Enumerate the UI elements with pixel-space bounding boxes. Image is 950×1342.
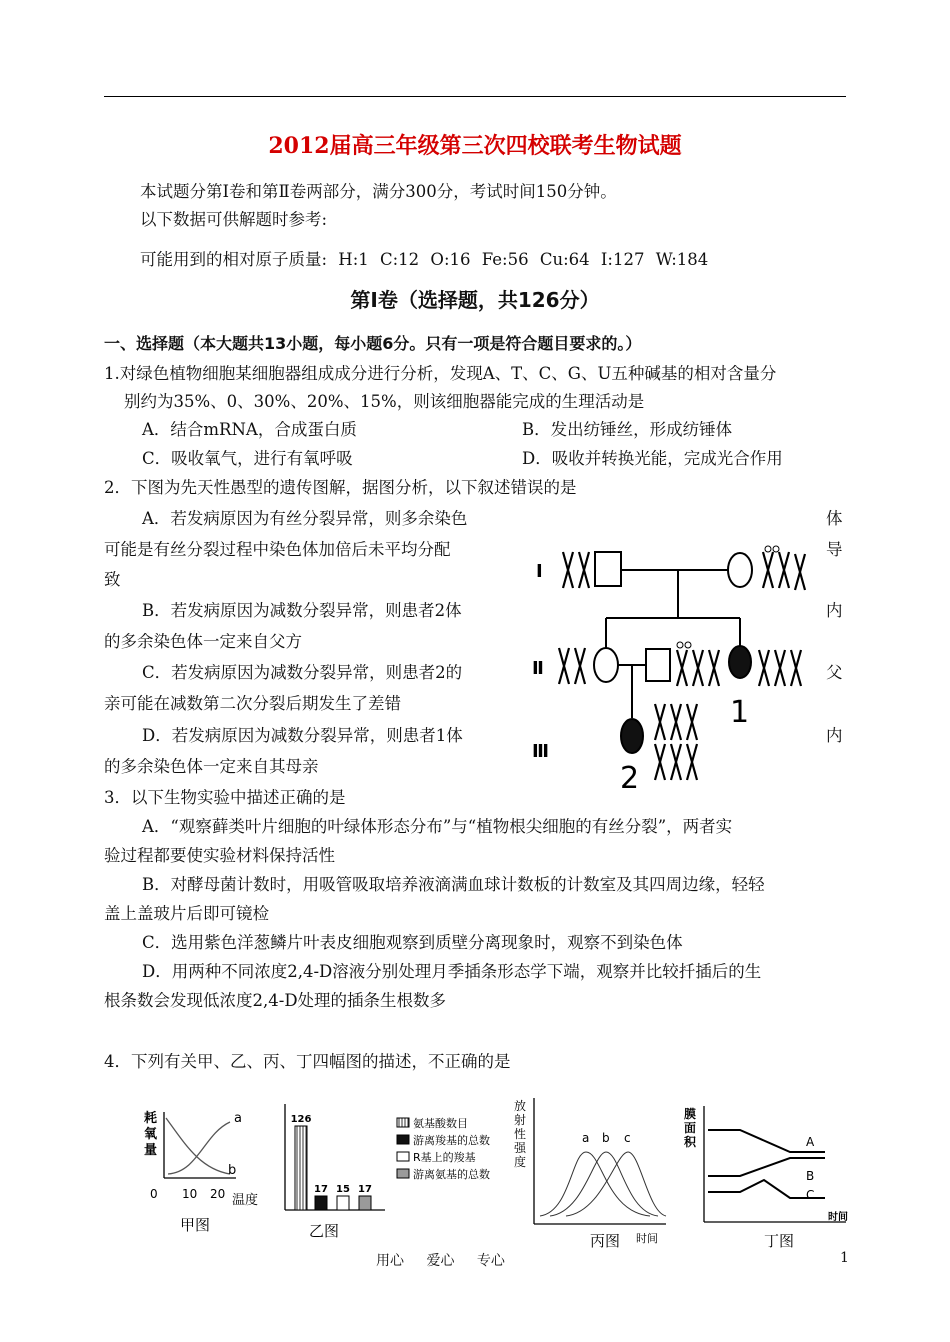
q2-option-a-2-right: 导 xyxy=(826,540,843,559)
bing-ylabel-2: 射 xyxy=(514,1113,527,1127)
jia-curve-b xyxy=(166,1118,230,1174)
q1-option-a: A．结合mRNA，合成蛋白质 xyxy=(142,420,357,439)
bing-label-c: c xyxy=(624,1131,631,1145)
gen3-affected-female xyxy=(621,719,643,753)
yi-bar-3 xyxy=(337,1196,349,1210)
bing-ylabel-4: 强 xyxy=(514,1141,527,1155)
q2-option-a-3: 致 xyxy=(104,570,121,589)
q3-option-a-1: A．“观察藓类叶片细胞的叶绿体形态分布”与“植物根尖细胞的有丝分裂”，两者实 xyxy=(142,817,733,836)
q3-stem: 3．以下生物实验中描述正确的是 xyxy=(104,788,346,807)
intro-line-2: 以下数据可供解题时参考: xyxy=(140,210,328,229)
yi-bar-1 xyxy=(295,1126,307,1210)
ding-ylabel-2: 面 xyxy=(684,1121,697,1135)
ding-caption: 丁图 xyxy=(764,1232,795,1250)
q2-option-c-2: 亲可能在减数第二次分裂后期发生了差错 xyxy=(104,694,401,713)
q2-option-d-2: 的多余染色体一定来自其母亲 xyxy=(104,757,319,776)
q2-option-d-1: D．若发病原因为减数分裂异常，则患者1体 xyxy=(142,726,463,745)
jia-ylabel-3: 量 xyxy=(144,1143,158,1158)
patient-label-2: 2 xyxy=(620,761,640,795)
figure-yi-chart xyxy=(275,1096,515,1246)
jia-tick-20: 20 xyxy=(210,1187,226,1201)
jia-curve-label-b: b xyxy=(228,1163,237,1178)
q2-option-a-1: A．若发病原因为有丝分裂异常，则多余染色 xyxy=(142,509,468,528)
q2-option-b-2: 的多余染色体一定来自父方 xyxy=(104,632,302,651)
gen-label-3: Ⅲ xyxy=(532,741,550,762)
q2-option-b-1-right: 内 xyxy=(826,601,843,620)
yi-legend-swatch-1 xyxy=(397,1118,409,1127)
bing-xlabel: 时间 xyxy=(636,1232,658,1245)
q1-option-b: B．发出纺锤丝，形成纺锤体 xyxy=(522,420,733,439)
gen2-affected-female xyxy=(729,646,751,678)
patient-label-1: 1 xyxy=(730,695,750,730)
intro-line-1: 本试题分第Ⅰ卷和第Ⅱ卷两部分，满分300分，考试时间150分钟。 xyxy=(140,182,617,201)
q1-option-d: D．吸收并转换光能，完成光合作用 xyxy=(522,449,783,468)
q1-stem-2: 别约为35%、0、30%、20%、15%，则该细胞器能完成的生理活动是 xyxy=(124,392,645,411)
yi-caption: 乙图 xyxy=(309,1222,340,1240)
figure-bing xyxy=(510,1092,670,1252)
jia-tick-10: 10 xyxy=(182,1187,198,1201)
gen1-female-chromosomes xyxy=(763,546,805,590)
yi-legend-swatch-2 xyxy=(397,1135,409,1144)
yi-bar-2 xyxy=(315,1196,327,1210)
yi-bar-value-1: 126 xyxy=(290,1114,312,1125)
gen1-male xyxy=(595,552,621,586)
q2-stem: 2．下图为先天性愚型的遗传图解，据图分析，以下叙述错误的是 xyxy=(104,478,577,497)
jia-tick-0: 0 xyxy=(150,1187,158,1201)
q2-option-a-1-right: 体 xyxy=(826,509,843,528)
page-number: 1 xyxy=(840,1250,849,1266)
q1-option-c: C．吸收氧气，进行有氧呼吸 xyxy=(142,449,353,468)
ding-xlabel: 时间 xyxy=(828,1212,848,1223)
yi-legend-label-3: R基上的羧基 xyxy=(413,1151,476,1164)
q2-option-c-1-right: 父 xyxy=(826,663,843,682)
yi-legend-label-1: 氨基酸数目 xyxy=(413,1117,468,1130)
intro-line-3: 可能用到的相对原子质量: H:1 C:12 O:16 Fe:56 Cu:64 I:127 W:184 xyxy=(140,250,709,269)
yi-legend-label-2: 游离羧基的总数 xyxy=(413,1134,490,1147)
q2-option-a-2: 可能是有丝分裂过程中染色体加倍后未平均分配 xyxy=(104,540,451,559)
q3-option-a-2: 验过程都要使实验材料保持活性 xyxy=(104,846,335,865)
q3-option-d-1: D．用两种不同浓度2,4-D溶液分别处理月季插条形态学下端，观察并比较扦插后的生 xyxy=(142,962,762,981)
jia-ylabel-2: 氧 xyxy=(144,1127,158,1142)
ding-label-B: B xyxy=(806,1169,815,1183)
ding-ylabel-1: 膜 xyxy=(684,1107,697,1121)
q2-option-b-1: B．若发病原因为减数分裂异常，则患者2体 xyxy=(142,601,462,620)
yi-legend-swatch-4 xyxy=(397,1169,409,1178)
footer-motto: 用心 爱心 专心 xyxy=(376,1253,505,1269)
gen-label-2: Ⅱ xyxy=(532,658,544,679)
bing-caption: 丙图 xyxy=(590,1232,621,1250)
gen2-female-chromosomes xyxy=(559,648,585,684)
page-title: 2012届高三年级第三次四校联考生物试题 xyxy=(268,133,682,159)
q1-stem-1: 1.对绿色植物细胞某细胞器组成成分进行分析，发现A、T、C、G、U五种碱基的相对含量分 xyxy=(104,364,777,383)
pedigree-figure xyxy=(528,500,828,795)
yi-bar-value-3: 15 xyxy=(336,1184,350,1195)
jia-curve-a xyxy=(168,1122,230,1174)
q2-option-c-1: C．若发病原因为减数分裂异常，则患者2的 xyxy=(142,663,463,682)
ding-ylabel-3: 积 xyxy=(684,1135,697,1149)
bing-curve-a xyxy=(540,1152,650,1216)
part-header: 一、选择题（本大题共13小题，每小题6分。只有一项是符合题目要求的。） xyxy=(104,334,642,353)
q2-option-d-1-right: 内 xyxy=(826,726,843,745)
bing-ylabel-5: 度 xyxy=(514,1155,527,1169)
gen3-chromosomes xyxy=(655,704,697,780)
q3-option-b-1: B．对酵母菌计数时，用吸管吸取培养液滴满血球计数板的计数室及其四周边缘，轻轻 xyxy=(142,875,765,894)
ding-label-A: A xyxy=(806,1135,815,1149)
gen1-female xyxy=(728,553,752,587)
section-title: 第Ⅰ卷（选择题，共126分） xyxy=(350,288,600,312)
header-rule xyxy=(104,96,846,97)
gen1-male-chromosomes xyxy=(563,552,589,588)
jia-caption: 甲图 xyxy=(180,1216,211,1234)
figure-jia xyxy=(140,1104,265,1244)
bing-ylabel-3: 性 xyxy=(514,1127,527,1141)
q3-option-b-2: 盖上盖玻片后即可镜检 xyxy=(104,904,269,923)
gen2-female xyxy=(594,648,618,682)
yi-bar-value-2: 17 xyxy=(314,1184,328,1195)
yi-bar-4 xyxy=(359,1196,371,1210)
q3-option-d-2: 根条数会发现低浓度2,4-D处理的插条生根数多 xyxy=(104,991,447,1010)
bing-curve-b xyxy=(550,1152,658,1216)
gen2-male-chromosomes xyxy=(677,642,719,686)
yi-bar-value-4: 17 xyxy=(358,1184,372,1195)
bing-label-a: a xyxy=(582,1131,590,1145)
bing-ylabel-1: 放 xyxy=(514,1099,527,1113)
figure-ding xyxy=(680,1100,855,1250)
jia-xlabel: 温度 xyxy=(232,1193,259,1208)
gen2-affected-chromosomes xyxy=(759,650,801,686)
ding-label-C: C xyxy=(806,1188,815,1202)
jia-ylabel-1: 耗 xyxy=(144,1111,158,1126)
yi-legend-label-4: 游离氨基的总数 xyxy=(413,1168,490,1181)
gen2-male xyxy=(646,649,670,681)
gen-label-1: Ⅰ xyxy=(536,561,543,582)
yi-legend-swatch-3 xyxy=(397,1152,409,1161)
q4-stem: 4．下列有关甲、乙、丙、丁四幅图的描述，不正确的是 xyxy=(104,1052,511,1071)
q3-option-c: C．选用紫色洋葱鳞片叶表皮细胞观察到质壁分离现象时，观察不到染色体 xyxy=(142,933,683,952)
bing-label-b: b xyxy=(602,1131,610,1145)
jia-curve-label-a: a xyxy=(234,1111,242,1126)
